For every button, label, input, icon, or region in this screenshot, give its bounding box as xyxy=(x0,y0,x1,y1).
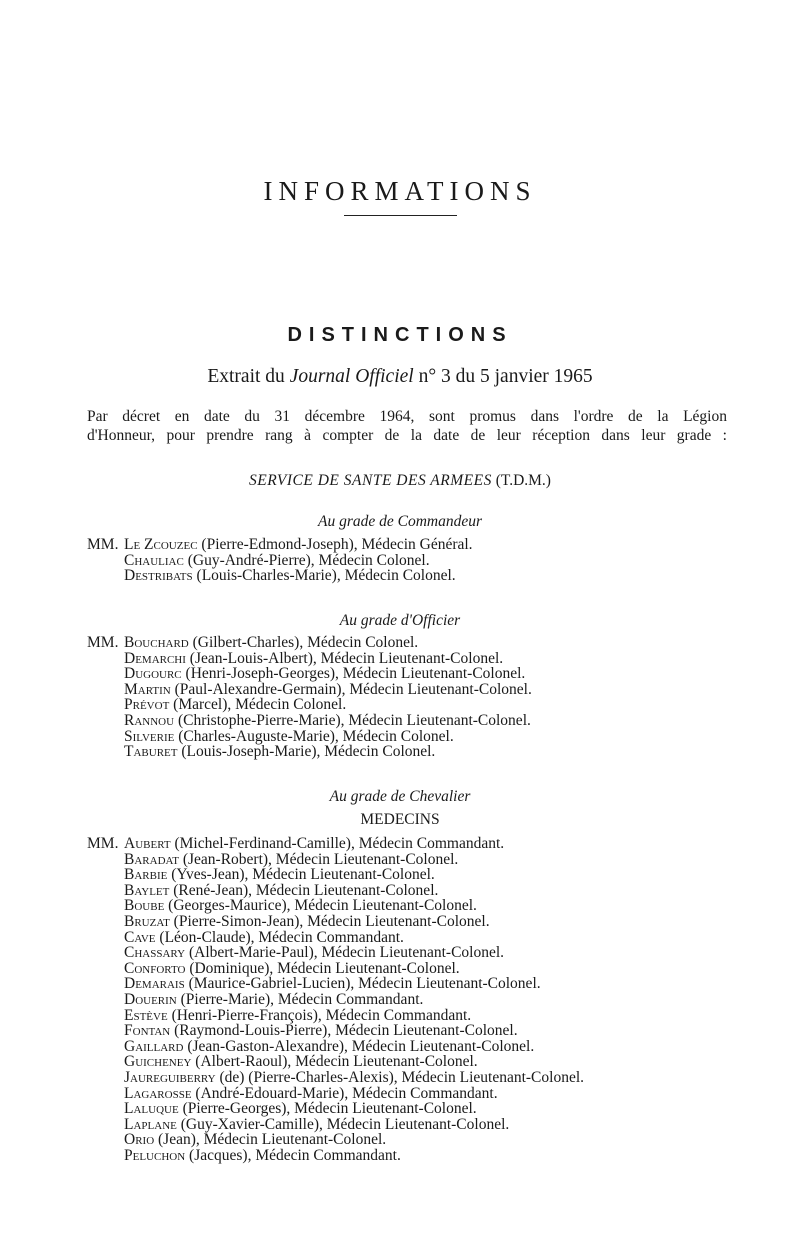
list-item xyxy=(87,1054,737,1070)
entry-surname: Demarais xyxy=(124,975,185,993)
entry-surname: Destribats xyxy=(124,567,193,585)
entry-details: (Pierre-Georges), Médecin Lieutenant-Colonel. xyxy=(182,1100,477,1118)
list-item xyxy=(87,1148,737,1164)
entry-surname: Dugourc xyxy=(124,665,182,683)
entry-details: (Léon-Claude), Médecin Commandant. xyxy=(159,928,404,946)
entry-surname: Chassary xyxy=(124,944,186,962)
list-item xyxy=(87,992,737,1008)
list-item xyxy=(87,729,737,745)
intro-line-1: Par décret en date du 31 décembre 1964, sont promus dans l'ordre de la Légion xyxy=(87,408,727,425)
list-item xyxy=(87,568,737,584)
entry-details: (Dominique), Médecin Lieutenant-Colonel. xyxy=(189,959,460,977)
list-item xyxy=(87,553,737,569)
list-item xyxy=(87,1008,737,1024)
list-item xyxy=(87,867,737,883)
extract-journal: Journal Officiel xyxy=(289,366,414,387)
intro-line-2: d'Honneur, pour prendre rang à compter de la date de leur réception dans leur grade : xyxy=(87,427,727,444)
entry-details: (Pierre-Edmond-Joseph), Médecin Général. xyxy=(201,536,473,553)
list-item xyxy=(87,930,737,946)
list-item xyxy=(87,945,737,961)
entry-details: (Jean-Gaston-Alexandre), Médecin Lieutenant-Colonel. xyxy=(187,1037,535,1055)
entry-surname: Laluque xyxy=(124,1100,179,1118)
entry-details: (Jean), Médecin Lieutenant-Colonel. xyxy=(158,1131,387,1149)
section-title: DISTINCTIONS xyxy=(287,323,513,346)
grade-title-chevalier: Au grade de Chevalier xyxy=(329,788,471,805)
service-name: SERVICE DE SANTE DES ARMEES xyxy=(249,472,492,489)
entry-surname: Gaillard xyxy=(124,1037,184,1055)
entry-details: (Albert-Raoul), Médecin Lieutenant-Colonel. xyxy=(195,1053,478,1071)
entry-details: (Marcel), Médecin Colonel. xyxy=(173,696,347,714)
entry-details: (René-Jean), Médecin Lieutenant-Colonel. xyxy=(173,881,439,899)
list-item xyxy=(87,1039,737,1055)
entry-surname: Boube xyxy=(124,897,165,915)
mm-label: MM. xyxy=(87,536,119,553)
list-item xyxy=(87,976,737,992)
list-item xyxy=(87,914,737,930)
grade-subtitle-medecins: MEDECINS xyxy=(360,811,440,828)
entry-surname: Baylet xyxy=(124,881,170,899)
entry-details: (Gilbert-Charles), Médecin Colonel. xyxy=(192,634,419,651)
entry-surname: Silverie xyxy=(124,727,175,745)
entry-details: (Charles-Auguste-Marie), Médecin Colonel. xyxy=(178,727,454,745)
entry-surname: Bruzat xyxy=(124,912,170,930)
entry-details: (Jacques), Médecin Commandant. xyxy=(189,1146,401,1164)
entry-details: (Christophe-Pierre-Marie), Médecin Lieutenant-Colonel. xyxy=(177,711,531,729)
entry-details: (Jean-Louis-Albert), Médecin Lieutenant-Colonel. xyxy=(189,649,504,667)
entry-details: (Guy-Xavier-Camille), Médecin Lieutenant-Colonel. xyxy=(180,1115,510,1133)
list-item xyxy=(87,666,737,682)
entry-details: (Yves-Jean), Médecin Lieutenant-Colonel. xyxy=(171,866,435,884)
entry-surname: Estève xyxy=(124,1006,168,1024)
service-abbrev: (T.D.M.) xyxy=(495,472,551,489)
list-item xyxy=(87,697,737,713)
entry-details: (Henri-Joseph-Georges), Médecin Lieutenant-Colonel. xyxy=(185,665,526,683)
entry-details: (Louis-Joseph-Marie), Médecin Colonel. xyxy=(181,743,436,761)
entry-surname: Jaureguiberry xyxy=(124,1068,216,1086)
entry-surname: Chauliac xyxy=(124,551,184,569)
list-item xyxy=(87,651,737,667)
service-title xyxy=(0,472,800,490)
intro-paragraph xyxy=(87,407,727,445)
entry-details: (Henri-Pierre-François), Médecin Commandant. xyxy=(171,1006,472,1024)
grade-title-commandeur: Au grade de Commandeur xyxy=(317,513,483,530)
list-item xyxy=(87,635,737,651)
list-item xyxy=(87,1101,737,1117)
mm-label: MM. xyxy=(87,634,119,651)
list-item xyxy=(87,852,737,868)
entry-surname: Orio xyxy=(124,1131,155,1149)
entry-surname: Peluchon xyxy=(124,1146,186,1164)
entry-details: (Jean-Robert), Médecin Lieutenant-Colonel. xyxy=(182,850,459,868)
list-item xyxy=(87,883,737,899)
entry-surname: Guicheney xyxy=(124,1053,192,1071)
entry-details: (Georges-Maurice), Médecin Lieutenant-Colonel. xyxy=(168,897,477,915)
entry-surname: Taburet xyxy=(124,743,178,761)
list-chevalier xyxy=(87,836,737,1163)
entry-details: (Pierre-Simon-Jean), Médecin Lieutenant-Colonel. xyxy=(173,912,490,930)
entry-details: (Raymond-Louis-Pierre), Médecin Lieutenant-Colonel. xyxy=(174,1022,518,1040)
entry-details: (André-Edouard-Marie), Médecin Commandant. xyxy=(195,1084,498,1102)
list-item xyxy=(87,682,737,698)
list-item xyxy=(87,1086,737,1102)
list-item xyxy=(87,744,737,760)
extract-line xyxy=(0,366,800,388)
title-divider xyxy=(344,215,457,216)
entry-details: (Louis-Charles-Marie), Médecin Colonel. xyxy=(196,567,456,585)
entry-details: (Michel-Ferdinand-Camille), Médecin Commandant. xyxy=(174,835,505,852)
entry-surname: Le Zcouzec xyxy=(124,536,198,553)
entry-surname: Barbie xyxy=(124,866,168,884)
list-item xyxy=(87,1117,737,1133)
entry-details: (Albert-Marie-Paul), Médecin Lieutenant-Colonel. xyxy=(188,944,505,962)
entry-surname: Bouchard xyxy=(124,634,189,651)
entry-surname: Conforto xyxy=(124,959,186,977)
extract-prefix: Extrait du xyxy=(207,366,285,387)
grade-title-officier: Au grade d'Officier xyxy=(339,612,461,629)
entry-surname: Demarchi xyxy=(124,649,186,667)
list-item xyxy=(87,898,737,914)
entry-surname: Aubert xyxy=(124,835,171,852)
list-officier xyxy=(87,635,737,760)
entry-surname: Baradat xyxy=(124,850,179,868)
list-commandeur xyxy=(87,537,737,584)
entry-details: (Pierre-Marie), Médecin Commandant. xyxy=(180,990,424,1008)
list-item xyxy=(87,713,737,729)
entry-surname: Prévot xyxy=(124,696,170,714)
list-item xyxy=(87,1023,737,1039)
list-item xyxy=(87,836,737,852)
mm-label: MM. xyxy=(87,835,119,852)
entry-details: (Maurice-Gabriel-Lucien), Médecin Lieutenant-Colonel. xyxy=(188,975,541,993)
list-item xyxy=(87,1132,737,1148)
entry-details: (Guy-André-Pierre), Médecin Colonel. xyxy=(187,551,430,569)
entry-surname: Martin xyxy=(124,680,171,698)
list-item xyxy=(87,1070,737,1086)
entry-surname: Fontan xyxy=(124,1022,171,1040)
entry-surname: Cave xyxy=(124,928,156,946)
entry-details: (de) (Pierre-Charles-Alexis), Médecin Lieutenant-Colonel. xyxy=(219,1068,585,1086)
list-item xyxy=(87,537,737,553)
entry-surname: Laplane xyxy=(124,1115,177,1133)
entry-surname: Douerin xyxy=(124,990,177,1008)
extract-suffix: n° 3 du 5 janvier 1965 xyxy=(418,366,593,387)
list-item xyxy=(87,961,737,977)
entry-surname: Rannou xyxy=(124,711,175,729)
page-title: INFORMATIONS xyxy=(263,176,537,207)
entry-details: (Paul-Alexandre-Germain), Médecin Lieutenant-Colonel. xyxy=(174,680,532,698)
entry-surname: Lagarosse xyxy=(124,1084,192,1102)
